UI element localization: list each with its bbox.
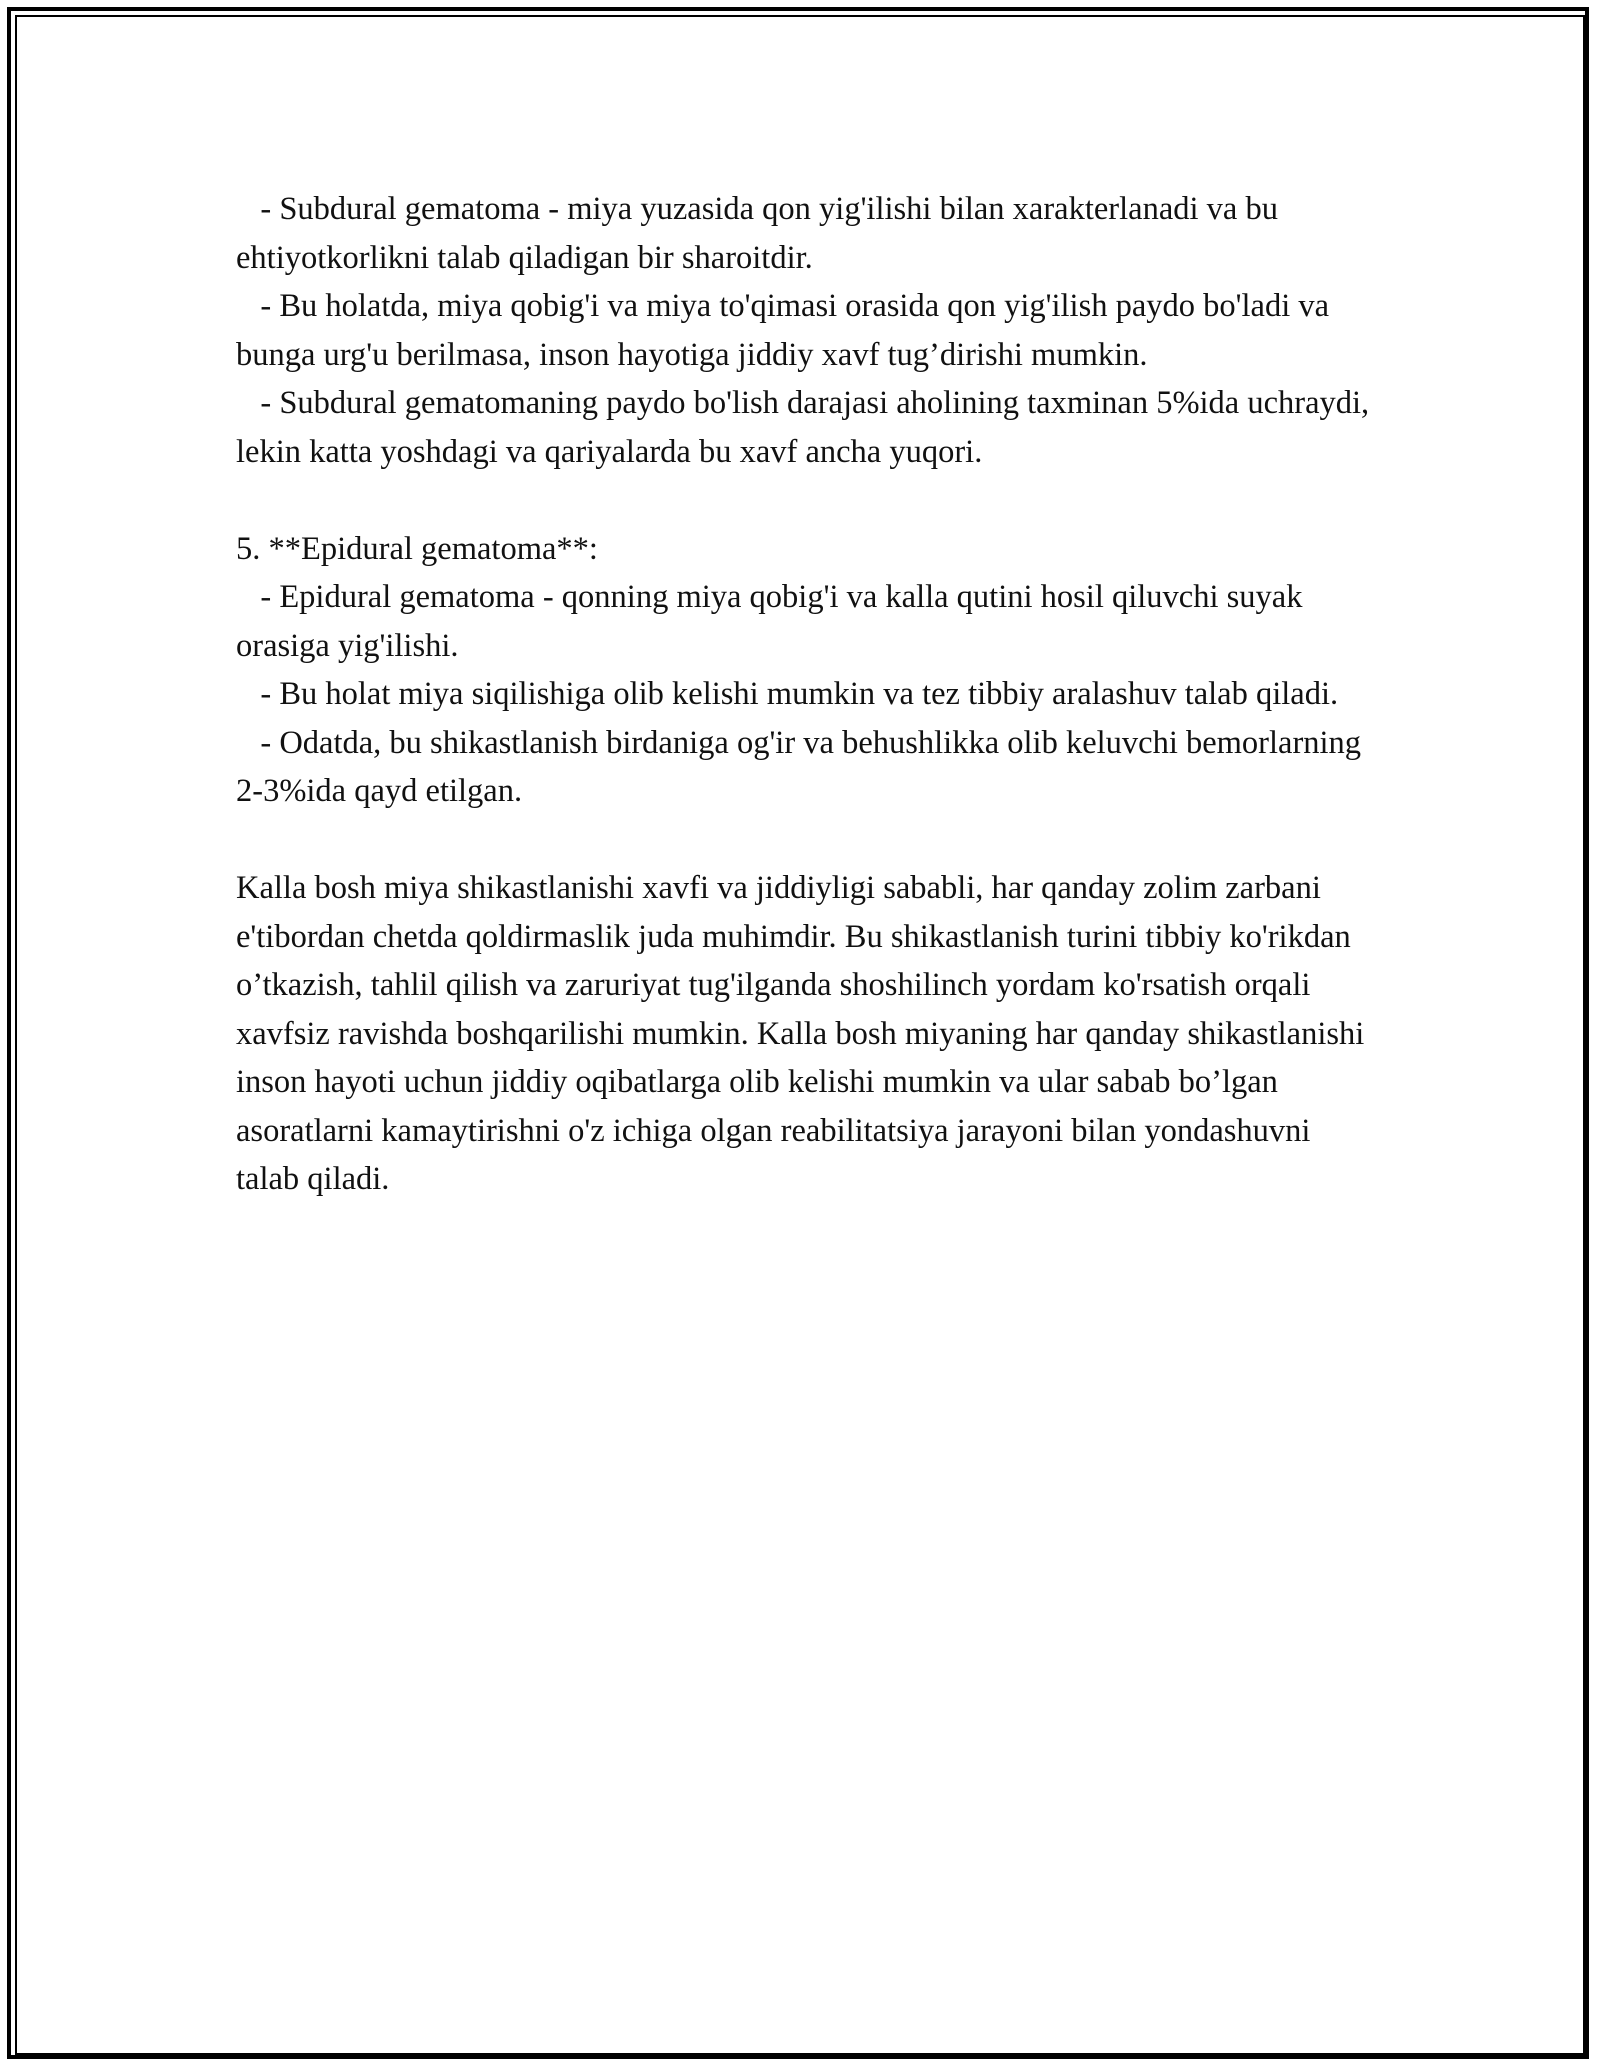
paragraph-spacer [236,476,1376,525]
subdural-item-3: - Subdural gematomaning paydo bo'lish darajasi aholining taxminan 5%ida uchraydi, lekin katta yoshdagi va qariyalarda bu xavf ancha yuqori. [236,385,1378,470]
paragraph-spacer [236,816,1376,865]
subdural-item-1: - Subdural gematoma - miya yuzasida qon yig'ilishi bilan xarakterlanadi va bu ehtiyotkorlikni talab qiladigan bir sharoitdir. [236,191,1287,276]
epidural-item-1: - Epidural gematoma - qonning miya qobig'i va kalla qutini hosil qiluvchi suyak orasiga yig'ilishi. [236,579,1311,664]
document-body [236,185,1376,1204]
epidural-item-3: - Odatda, bu shikastlanish birdaniga og'ir va behushlikka olib keluvchi bemorlarning 2-3%ida qayd etilgan. [236,724,1370,809]
subdural-item-2: - Bu holatda, miya qobig'i va miya to'qimasi orasida qon yig'ilish paydo bo'ladi va bunga urg'u berilmasa, inson hayotiga jiddiy xavf tug’dirishi mumkin. [236,288,1338,373]
conclusion-paragraph: Kalla bosh miya shikastlanishi xavfi va jiddiyligi sababli, har qanday zolim zarbani e'tibordan chetda qoldirmaslik juda muhimdir. Bu shikastlanish turini tibbiy ko'rikdan o’tkazish, tahlil qilish va zaruriyat tug'ilganda shoshilinch yordam ko'rsatish orqali xavfsiz ravishda boshqarilishi mumkin. Kalla bosh miyaning har qanday shikastlanishi inson hayoti uchun jiddiy oqibatlarga olib kelishi mumkin va ular sabab bo’lgan asoratlarni kamaytirishni o'z ichiga olgan reabilitatsiya jarayoni bilan yondashuvni talab qiladi. [236,870,1373,1197]
epidural-heading: 5. **Epidural gematoma**: [236,530,598,567]
epidural-item-2: - Bu holat miya siqilishiga olib kelishi mumkin va tez tibbiy aralashuv talab qiladi. [236,676,1339,712]
